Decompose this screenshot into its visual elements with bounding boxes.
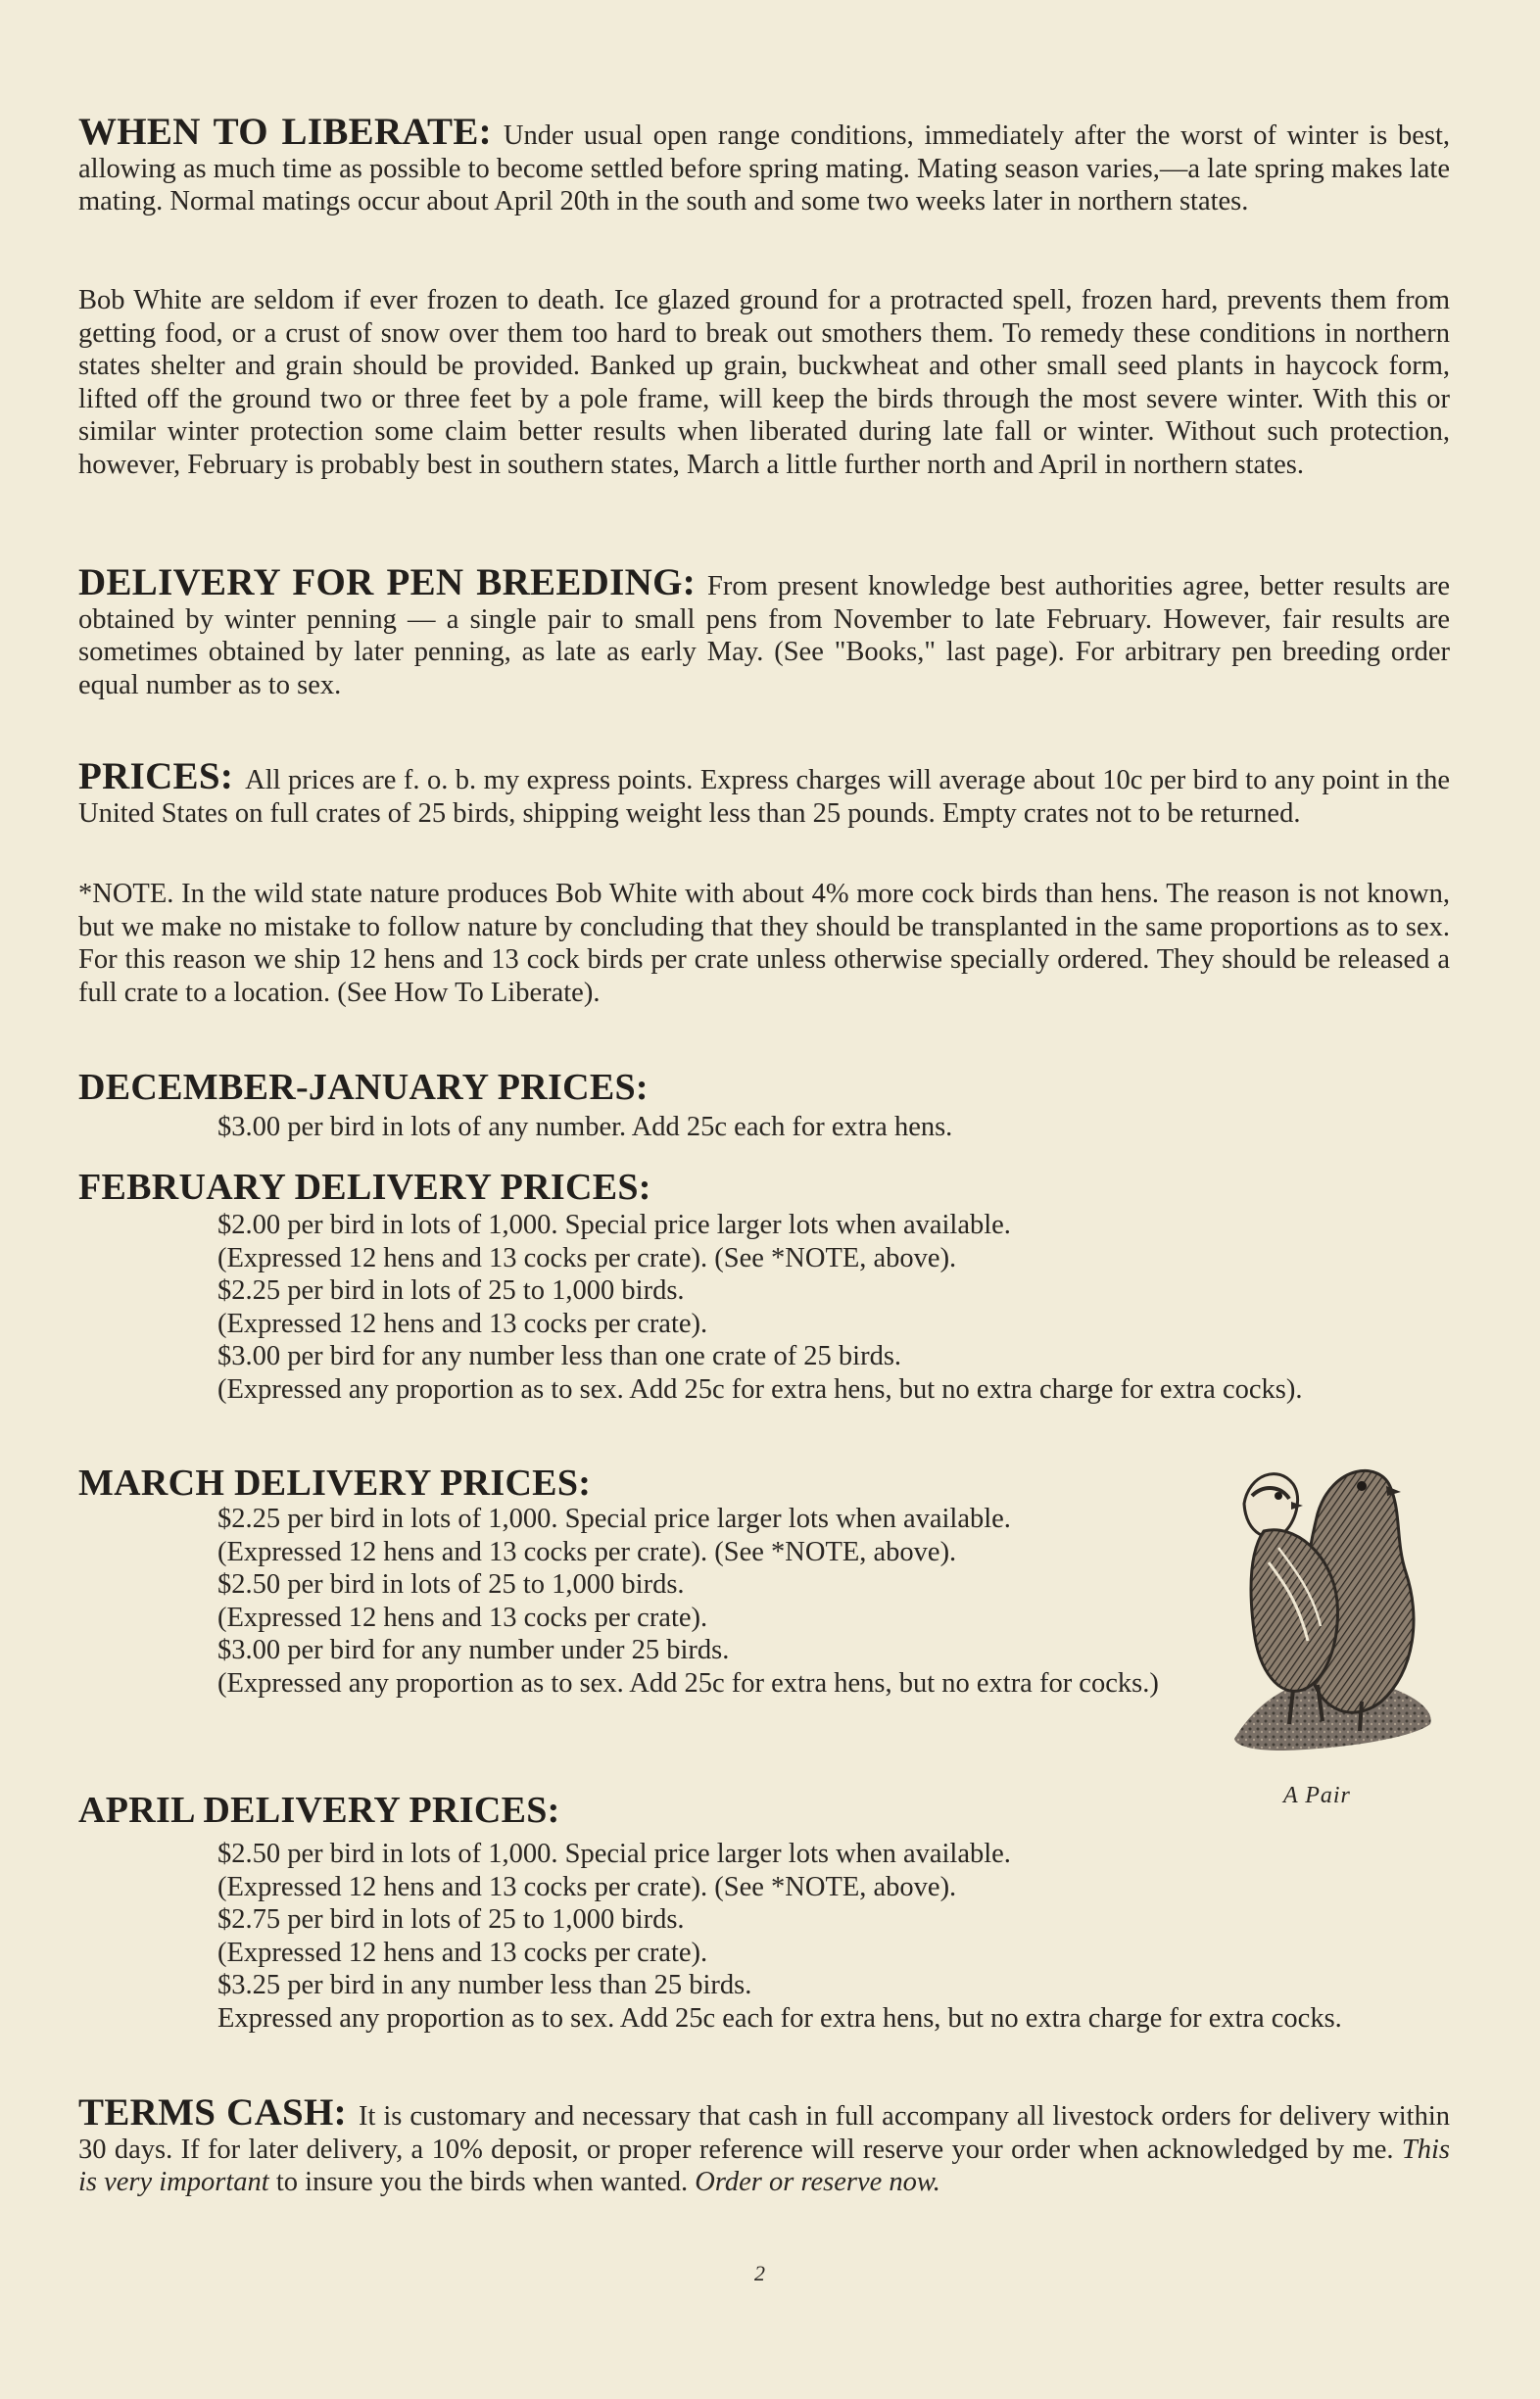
terms-call-to-action: Order or reserve now. [695,2167,940,2197]
when-to-liberate-paragraph [78,111,1450,218]
delivery-pen-paragraph [78,561,1450,701]
when-to-liberate-heading: WHEN TO LIBERATE: [78,111,492,153]
dec-jan-price-list [217,1111,1442,1144]
march-line: (Expressed any proportion as to sex. Add 25c for extra hens, but no extra for cocks.) [217,1667,1159,1699]
dec-jan-line: $3.00 per bird in lots of any number. Add 25c each for extra hens. [217,1112,953,1142]
note-paragraph: *NOTE. In the wild state nature produces Bob White with about 4% more cock birds than hens. The reason is not known, but we make no mistake to follow nature by concluding that they should be transplanted in the same proportions as to sex. For this reason we ship 12 hens and 13 cock birds per crate unless otherwise specially ordered. They should be released a full crate to a location. (See How To Liberate). [78,879,1450,1008]
march-price-list [217,1503,1205,1700]
terms-text-continued: to insure you the birds when wanted. [275,2167,689,2197]
terms-emphasis: This is very important [78,2134,1451,2197]
april-line: Expressed any proportion as to sex. Add 25c each for extra hens, but no extra charge for extra cocks. [217,2002,1342,2034]
quail-pair-drawing [1225,1445,1440,1768]
march-line: $2.50 per bird in lots of 25 to 1,000 birds. [217,1569,685,1600]
page-number: 2 [754,2261,765,2285]
february-line: (Expressed 12 hens and 13 cocks per crate). (See *NOTE, above). [217,1242,957,1273]
february-line: $2.25 per bird in lots of 25 to 1,000 birds. [217,1275,685,1306]
april-line: $3.25 per bird in any number less than 25 birds. [217,1970,752,2000]
section-winter-protection [78,284,1450,481]
terms-heading: TERMS CASH: [78,2091,347,2134]
terms-text: It is customary and necessary that cash in full accompany all livestock orders for delivery within 30 days. If for later delivery, a 10% deposit, or proper reference will reserve your order when acknowledged by me. [78,2101,1450,2165]
prices-heading: PRICES: [78,755,234,797]
section-note [78,878,1450,1009]
february-line: $2.00 per bird in lots of 1,000. Special price larger lots when available. [217,1210,1011,1240]
march-line: $2.25 per bird in lots of 1,000. Special price larger lots when available. [217,1504,1011,1534]
february-heading: FEBRUARY DELIVERY PRICES: [78,1167,651,1208]
dec-jan-heading: DECEMBER-JANUARY PRICES: [78,1067,649,1108]
march-line: (Expressed 12 hens and 13 cocks per crate). [217,1602,708,1633]
february-line: (Expressed 12 hens and 13 cocks per crate). [217,1308,708,1339]
february-price-list [217,1209,1447,1406]
winter-protection-paragraph: Bob White are seldom if ever frozen to death. Ice glazed ground for a protracted spell, frozen hard, prevents them from getting food, or a crust of snow over them too hard to break out smothers them. To remedy these conditions in northern states shelter and grain should be provided. Banked up grain, buckwheat and other small seed plants in haycock form, lifted off the ground two or three feet by a pole frame, will keep the birds through the most severe winter. With this or similar winter protection some claim better results when liberated during late fall or winter. Without such protection, however, February is probably best in southern states, March a little further north and April in northern states. [78,285,1450,480]
section-prices [78,755,1450,830]
section-when-to-liberate [78,111,1450,218]
quail-pair-illustration [1225,1445,1440,1768]
april-price-list [217,1838,1447,2035]
section-delivery-pen-breeding [78,561,1450,701]
april-line: $2.50 per bird in lots of 1,000. Special price larger lots when available. [217,1839,1011,1869]
march-line: (Expressed 12 hens and 13 cocks per crate). (See *NOTE, above). [217,1536,957,1567]
april-line: $2.75 per bird in lots of 25 to 1,000 birds. [217,1904,685,1935]
february-line: $3.00 per bird for any number less than one crate of 25 birds. [217,1341,902,1371]
april-line: (Expressed 12 hens and 13 cocks per crate). [217,1937,708,1968]
illustration-caption: A Pair [1283,1783,1351,1808]
delivery-pen-heading: DELIVERY FOR PEN BREEDING: [78,561,696,603]
terms-paragraph [78,2091,1451,2199]
march-heading: MARCH DELIVERY PRICES: [78,1463,592,1504]
april-line: (Expressed 12 hens and 13 cocks per crate). (See *NOTE, above). [217,1871,957,1902]
prices-text: All prices are f. o. b. my express points. Express charges will average about 10c per bird to any point in the United States on full crates of 25 birds, shipping weight less than 25 pounds. Empty crates not to be returned. [78,765,1450,829]
prices-paragraph [78,755,1450,830]
march-line: $3.00 per bird for any number under 25 birds. [217,1635,730,1665]
february-line: (Expressed any proportion as to sex. Add 25c for extra hens, but no extra charge for extra cocks). [217,1373,1303,1405]
april-heading: APRIL DELIVERY PRICES: [78,1790,560,1831]
section-terms-cash [78,2091,1451,2199]
delivery-pen-text: From present knowledge best authorities agree, better results are obtained by winter penning — a single pair to small pens from November to late February. However, fair results are sometimes obtained by later penning, as late as early May. (See "Books," last page). For arbitrary pen breeding order equal number as to sex. [78,571,1450,700]
when-to-liberate-text: Under usual open range conditions, immediately after the worst of winter is best, allowing as much time as possible to become settled before spring mating. Mating season varies,—a late spring makes late mating. Normal matings occur about April 20th in the south and some two weeks later in northern states. [78,120,1450,216]
